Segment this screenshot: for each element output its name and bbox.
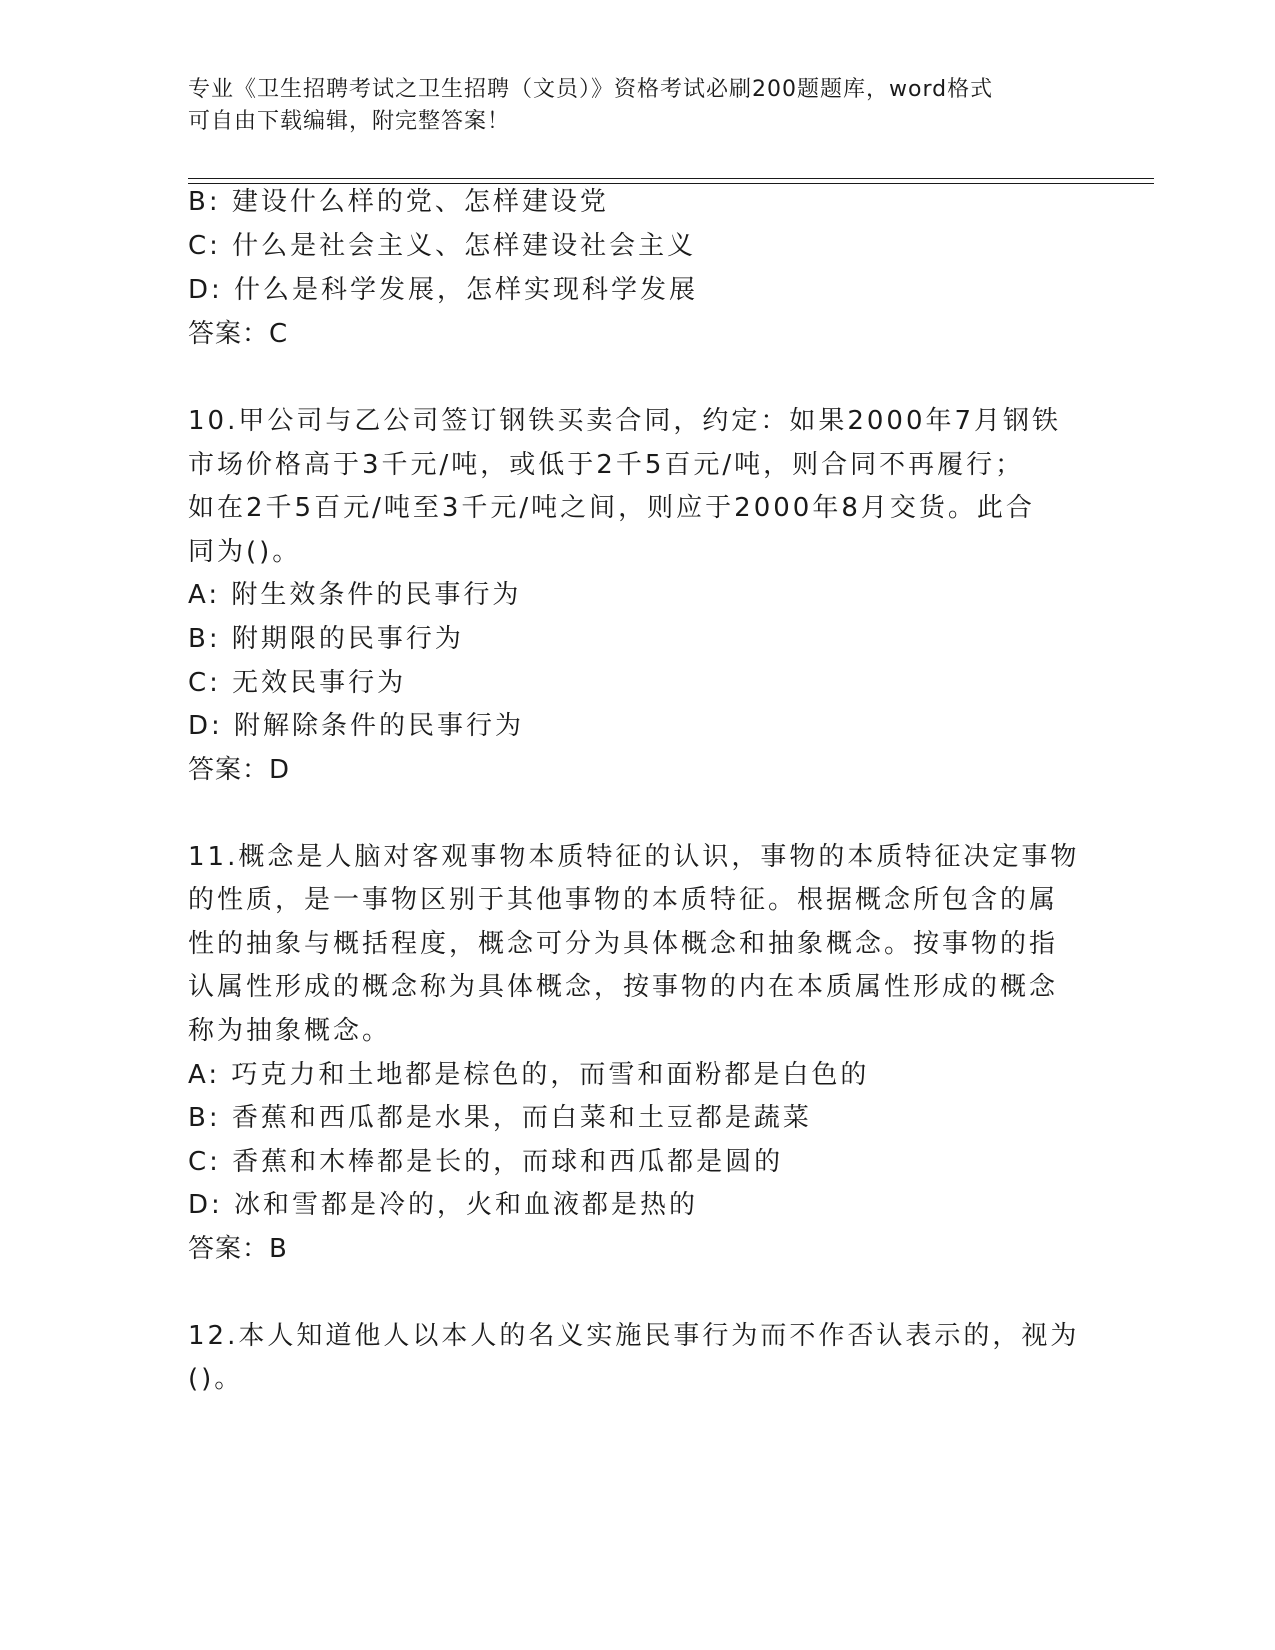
q10-answer: 答案：D (188, 755, 291, 785)
q9-answer: 答案：C (188, 319, 289, 349)
q10-stem-line-1: 10.甲公司与乙公司签订钢铁买卖合同，约定：如果2000年7月钢铁 (188, 406, 1062, 436)
q11-option-a: A: 巧克力和土地都是棕色的，而雪和面粉都是白色的 (188, 1060, 870, 1090)
q11-stem-line-1: 11.概念是人脑对客观事物本质特征的认识，事物的本质特征决定事物 (188, 842, 1080, 872)
q9-option-c: C: 什么是社会主义、怎样建设社会主义 (188, 231, 697, 261)
q10-option-d: D: 附解除条件的民事行为 (188, 711, 525, 741)
q10-stem-line-3: 如在2千5百元/吨至3千元/吨之间，则应于2000年8月交货。此合 (188, 493, 1035, 523)
q9-option-b: B: 建设什么样的党、怎样建设党 (188, 187, 609, 217)
q11-option-c: C: 香蕉和木棒都是长的，而球和西瓜都是圆的 (188, 1147, 784, 1177)
q10-option-c: C: 无效民事行为 (188, 668, 407, 698)
q10-stem-line-4: 同为()。 (188, 537, 302, 567)
q10-option-a: A: 附生效条件的民事行为 (188, 580, 522, 610)
q12-stem-line-2: ()。 (188, 1364, 244, 1394)
q11-stem-line-4: 认属性形成的概念称为具体概念，按事物的内在本质属性形成的概念 (188, 972, 1059, 1002)
header-divider-bottom (188, 183, 1154, 184)
q11-stem-line-3: 性的抽象与概括程度，概念可分为具体概念和抽象概念。按事物的指 (188, 929, 1059, 959)
q9-option-d: D: 什么是科学发展，怎样实现科学发展 (188, 275, 699, 305)
q10-option-b: B: 附期限的民事行为 (188, 624, 464, 654)
q11-option-d: D: 冰和雪都是冷的，火和血液都是热的 (188, 1190, 699, 1220)
q10-stem-line-2: 市场价格高于3千元/吨，或低于2千5百元/吨，则合同不再履行； (188, 450, 1025, 480)
q12-stem-line-1: 12.本人知道他人以本人的名义实施民事行为而不作否认表示的，视为 (188, 1321, 1080, 1351)
page-header: 专业《卫生招聘考试之卫生招聘（文员）》资格考试必刷200题题库，word格式 可自由下载编辑，附完整答案！ (188, 77, 994, 134)
header-divider-top (188, 178, 1154, 179)
q11-option-b: B: 香蕉和西瓜都是水果，而白菜和土豆都是蔬菜 (188, 1103, 812, 1133)
q11-stem-line-2: 的性质，是一事物区别于其他事物的本质特征。根据概念所包含的属 (188, 885, 1059, 915)
q11-stem-line-5: 称为抽象概念。 (188, 1016, 392, 1046)
q11-answer: 答案：B (188, 1234, 288, 1264)
